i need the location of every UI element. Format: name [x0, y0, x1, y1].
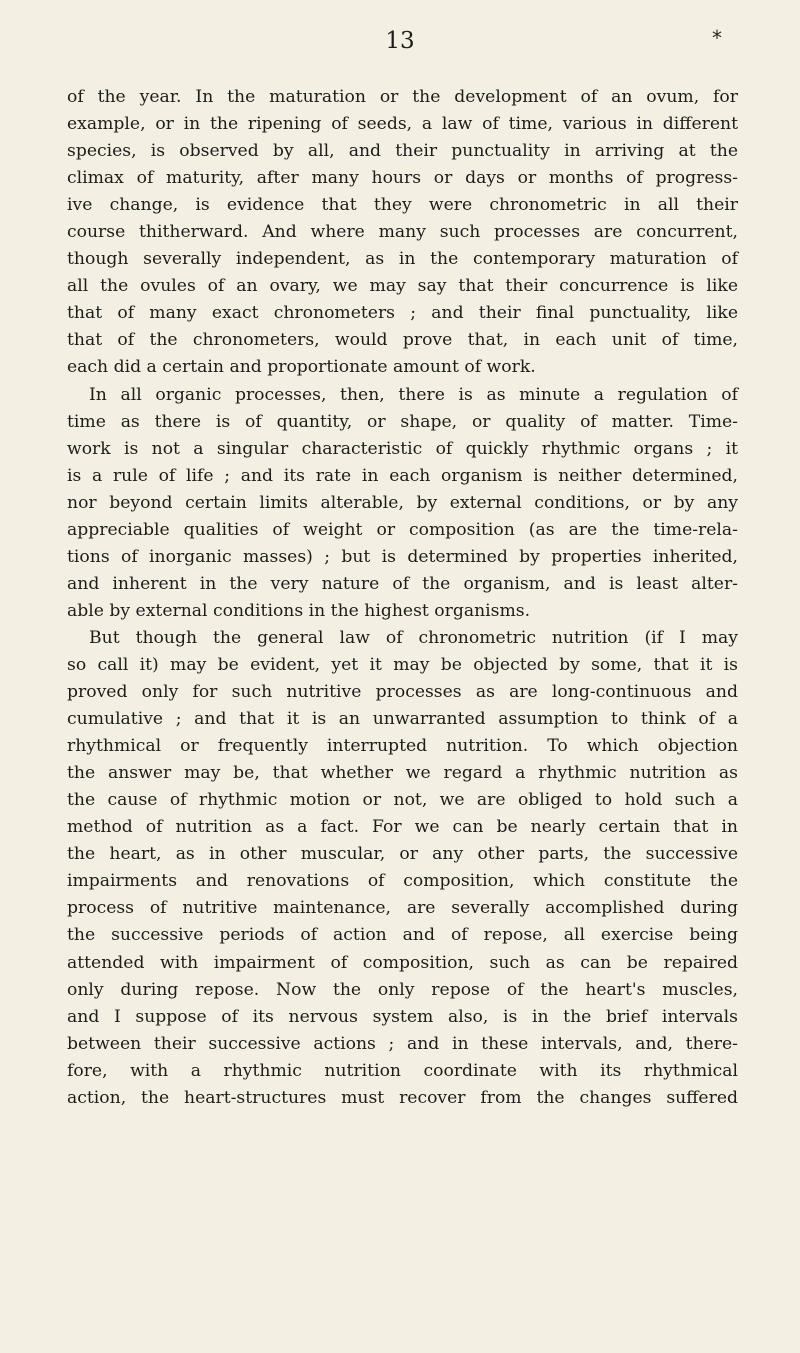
text-line: course thitherward. And where many such processes are concurrent,: [67, 222, 738, 243]
text-line: method of nutrition as a fact. For we can be nearly certain that in: [67, 817, 738, 838]
page-number: 13: [385, 28, 415, 54]
text-line: that of the chronometers, would prove that, in each unit of time,: [67, 330, 738, 351]
text-line: rhythmical or frequently interrupted nutrition. To which objection: [67, 736, 738, 757]
text-line: attended with impairment of composition, such as can be repaired: [67, 952, 738, 973]
text-line: and inherent in the very nature of the organism, and is least alter-: [67, 573, 738, 594]
text-line: appreciable qualities of weight or composition (as are the time-rela-: [67, 519, 738, 540]
text-line: process of nutritive maintenance, are severally accomplished during: [67, 898, 738, 919]
text-line: able by external conditions in the highest organisms.: [67, 600, 531, 621]
text-line: example, or in the ripening of seeds, a law of time, various in different: [67, 114, 738, 135]
text-line: fore, with a rhythmic nutrition coordinate with its rhythmical: [67, 1060, 738, 1081]
text-line: cumulative ; and that it is an unwarranted assumption to think of a: [67, 709, 738, 730]
text-line: nor beyond certain limits alterable, by external conditions, or by any: [67, 492, 738, 513]
text-line: tions of inorganic masses) ; but is determined by properties inherited,: [67, 546, 738, 567]
text-line: the heart, as in other muscular, or any other parts, the successive: [67, 844, 738, 865]
text-line: though severally independent, as in the contemporary maturation of: [67, 249, 738, 270]
text-line: that of many exact chronometers ; and their final punctuality, like: [67, 303, 738, 324]
text-line: only during repose. Now the only repose of the heart's muscles,: [67, 979, 738, 1000]
text-line: all the ovules of an ovary, we may say that their concurrence is like: [67, 276, 738, 297]
text-line: is a rule of life ; and its rate in each organism is neither determined,: [67, 465, 738, 486]
text-line: and I suppose of its nervous system also, is in the brief intervals: [67, 1006, 738, 1027]
text-line: the successive periods of action and of repose, all exercise being: [67, 925, 738, 946]
text-line: impairments and renovations of composition, which constitute the: [67, 871, 738, 892]
text-line: time as there is of quantity, or shape, or quality of matter. Time-: [67, 411, 738, 432]
text-line: of the year. In the maturation or the development of an ovum, for: [67, 87, 738, 107]
text-line: ive change, is evidence that they were chronometric in all their: [67, 195, 738, 216]
body-text: [67, 84, 738, 1112]
text-line: each did a certain and proportionate amount of work.: [67, 357, 536, 378]
text-line: In all organic processes, then, there is as minute a regulation of: [89, 384, 738, 405]
text-line: climax of maturity, after many hours or days or months of progress-: [67, 168, 738, 189]
text-line: But though the general law of chronometric nutrition (if I may: [89, 627, 738, 648]
text-line: work is not a singular characteristic of quickly rhythmic organs ; it: [67, 438, 738, 459]
text-line: between their successive actions ; and in these intervals, and, there-: [67, 1033, 738, 1054]
text-line: action, the heart-structures must recover from the changes suffered: [67, 1087, 738, 1108]
text-line: so call it) may be evident, yet it may be objected by some, that it is: [67, 654, 738, 675]
text-line: the answer may be, that whether we regard a rhythmic nutrition as: [67, 763, 738, 784]
corner-mark: *: [712, 26, 722, 50]
text-line: the cause of rhythmic motion or not, we are obliged to hold such a: [67, 790, 738, 811]
text-line: species, is observed by all, and their punctuality in arriving at the: [67, 141, 738, 162]
text-line: proved only for such nutritive processes as are long-continuous and: [67, 682, 738, 703]
